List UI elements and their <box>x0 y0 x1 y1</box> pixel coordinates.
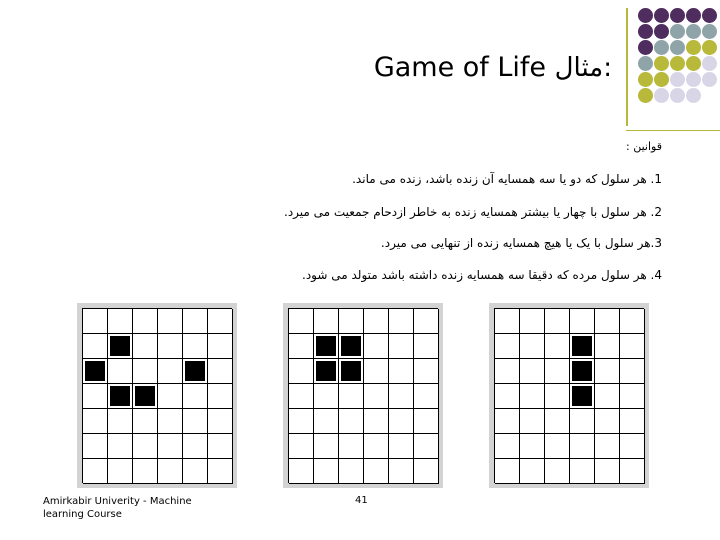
grid-cell <box>208 309 233 334</box>
grid-cell <box>289 459 314 484</box>
grid-cell <box>520 309 545 334</box>
grid-cell <box>414 309 439 334</box>
decorative-dot <box>686 40 701 55</box>
decorative-dot <box>638 88 653 103</box>
decorative-dot <box>702 72 717 87</box>
grid-cell <box>389 309 414 334</box>
decorative-dot <box>638 72 653 87</box>
grid-cell <box>595 309 620 334</box>
grid-cell <box>364 459 389 484</box>
grid-cell <box>208 459 233 484</box>
grid-cell <box>495 334 520 359</box>
grid-cell <box>495 384 520 409</box>
decorative-dot <box>702 56 717 71</box>
alive-cell <box>339 359 364 384</box>
decorative-dot <box>654 56 669 71</box>
grid-cell <box>414 359 439 384</box>
grid-cell <box>208 384 233 409</box>
grid-cell <box>545 334 570 359</box>
decorative-dot <box>654 72 669 87</box>
grid-cell <box>339 409 364 434</box>
grid-cell <box>595 384 620 409</box>
grid-cell <box>520 434 545 459</box>
grid-cell <box>183 434 208 459</box>
decorative-dot <box>654 40 669 55</box>
grid-cell <box>314 309 339 334</box>
grid-cell <box>208 434 233 459</box>
grid-cell <box>158 334 183 359</box>
alive-cell <box>83 359 108 384</box>
grid-cell <box>495 434 520 459</box>
rules-heading: قوانین : <box>626 140 662 153</box>
grid-cell <box>83 384 108 409</box>
grid-cell <box>339 459 364 484</box>
grid-cell <box>620 359 645 384</box>
decorative-dot <box>670 56 685 71</box>
grid-cell <box>414 409 439 434</box>
decorative-dot <box>654 8 669 23</box>
grid-cell <box>158 359 183 384</box>
grid-cell <box>158 434 183 459</box>
grid-cell <box>289 359 314 384</box>
grid-cell <box>364 409 389 434</box>
grid-cell <box>595 409 620 434</box>
footer-line-1: Amirkabir Univerity - Machine <box>43 496 192 507</box>
grid-cell <box>108 359 133 384</box>
alive-cell <box>314 334 339 359</box>
grid-cell <box>133 409 158 434</box>
grid-cell <box>545 384 570 409</box>
decorative-dot <box>702 8 717 23</box>
accent-vertical-line <box>626 8 628 126</box>
rule-2: 2. هر سلول با چهار یا بیشتر همسایه زنده به خاطر ازدحام جمعیت می میرد. <box>284 205 662 219</box>
decorative-dot <box>670 40 685 55</box>
slide-title <box>374 48 612 88</box>
grid-cell <box>183 384 208 409</box>
grid-cell <box>314 434 339 459</box>
grid-cell <box>364 334 389 359</box>
grid-cell <box>314 409 339 434</box>
alive-cell <box>570 334 595 359</box>
grid-cell <box>133 309 158 334</box>
grid-cell <box>389 384 414 409</box>
alive-cell <box>339 334 364 359</box>
grid-cell <box>158 459 183 484</box>
grid-cell <box>570 309 595 334</box>
alive-cell <box>108 384 133 409</box>
grid-cell <box>208 409 233 434</box>
grid-cell <box>520 384 545 409</box>
grid-cell <box>108 309 133 334</box>
decorative-dot <box>686 24 701 39</box>
grid-cell <box>545 409 570 434</box>
grid-cell <box>570 409 595 434</box>
grid-cell <box>83 334 108 359</box>
grid-cell <box>389 459 414 484</box>
alive-cell <box>570 384 595 409</box>
title-english: Game of Life <box>373 52 547 83</box>
grid-cell <box>339 309 364 334</box>
page-number: 41 <box>355 495 368 506</box>
grid-cell <box>595 459 620 484</box>
alive-cell <box>314 359 339 384</box>
grid-cell <box>108 459 133 484</box>
grid-cell <box>83 309 108 334</box>
grid-cell <box>364 309 389 334</box>
decorative-dot-pattern <box>638 8 720 128</box>
grid-cell <box>339 384 364 409</box>
grid-cell <box>83 409 108 434</box>
grid-cell <box>545 434 570 459</box>
grid-cell <box>108 409 133 434</box>
grid-cell <box>495 409 520 434</box>
grid-cell <box>595 434 620 459</box>
grid-cell <box>414 459 439 484</box>
grid-cell <box>520 409 545 434</box>
grid-cell <box>83 459 108 484</box>
grid-cell <box>183 334 208 359</box>
grid-cell <box>289 409 314 434</box>
grid-cell <box>133 334 158 359</box>
grid-cell <box>133 434 158 459</box>
decorative-dot <box>670 8 685 23</box>
grid-cell <box>620 334 645 359</box>
grid-cell <box>545 459 570 484</box>
grid-cell <box>595 359 620 384</box>
decorative-dot <box>638 8 653 23</box>
grid-cell <box>620 384 645 409</box>
grid-cell <box>389 334 414 359</box>
grid-cell <box>520 359 545 384</box>
alive-cell <box>570 359 595 384</box>
grid-cell <box>389 359 414 384</box>
grid-cell <box>620 409 645 434</box>
grid-cell <box>595 334 620 359</box>
alive-cell <box>183 359 208 384</box>
grid-cell <box>389 409 414 434</box>
grid-cell <box>183 309 208 334</box>
grid-cell <box>364 434 389 459</box>
decorative-dot <box>686 56 701 71</box>
alive-cell <box>108 334 133 359</box>
alive-cell <box>133 384 158 409</box>
decorative-dot <box>654 88 669 103</box>
life-grid-1 <box>77 303 237 488</box>
decorative-dot <box>686 8 701 23</box>
decorative-dot <box>702 40 717 55</box>
grid-cell <box>620 459 645 484</box>
grid-cell <box>495 359 520 384</box>
rule-1: 1. هر سلول که دو یا سه همسایه آن زنده باشد، زنده می ماند. <box>352 172 662 186</box>
grid-cell <box>495 309 520 334</box>
grid-cell <box>158 409 183 434</box>
grid-cell <box>620 309 645 334</box>
grid-cell <box>108 434 133 459</box>
grid-cell <box>520 334 545 359</box>
grid-cell <box>545 309 570 334</box>
decorative-dot <box>638 56 653 71</box>
decorative-dot <box>654 24 669 39</box>
rule-4: 4. هر سلول مرده که دقیقا سه همسایه زنده داشته باشد متولد می شود. <box>302 268 662 282</box>
title-persian: مثال: <box>554 53 612 83</box>
grid-cell <box>289 434 314 459</box>
grid-cell <box>208 359 233 384</box>
grid-cell <box>289 309 314 334</box>
decorative-dot <box>686 72 701 87</box>
life-grid-2 <box>283 303 443 488</box>
grid-cell <box>389 434 414 459</box>
grid-cell <box>314 459 339 484</box>
grid-cell <box>570 434 595 459</box>
grid-cell <box>364 359 389 384</box>
decorative-dot <box>638 40 653 55</box>
life-grid-3 <box>489 303 649 488</box>
grid-cell <box>364 384 389 409</box>
grid-cell <box>414 384 439 409</box>
grid-cell <box>158 384 183 409</box>
accent-horizontal-line <box>626 130 720 131</box>
decorative-dot <box>670 24 685 39</box>
grid-cell <box>208 334 233 359</box>
decorative-dot <box>670 88 685 103</box>
grid-cell <box>183 459 208 484</box>
grid-cell <box>83 434 108 459</box>
grid-cell <box>495 459 520 484</box>
grid-cell <box>620 434 645 459</box>
grid-cell <box>520 459 545 484</box>
footer-course <box>43 495 192 521</box>
grid-cell <box>339 434 364 459</box>
decorative-dot <box>638 24 653 39</box>
grid-cell <box>545 359 570 384</box>
grid-cell <box>414 334 439 359</box>
grid-cell <box>133 459 158 484</box>
grid-cell <box>314 384 339 409</box>
decorative-dot <box>670 72 685 87</box>
grid-cell <box>158 309 183 334</box>
grid-cell <box>414 434 439 459</box>
grid-cell <box>570 459 595 484</box>
footer-line-2: learning Course <box>43 509 122 520</box>
grid-cell <box>133 359 158 384</box>
grid-cell <box>289 384 314 409</box>
decorative-dot <box>702 24 717 39</box>
decorative-dot <box>686 88 701 103</box>
grid-cell <box>183 409 208 434</box>
rule-3: 3.هر سلول با یک یا هیچ همسایه زنده از تنهایی می میرد. <box>380 236 662 250</box>
grid-cell <box>289 334 314 359</box>
